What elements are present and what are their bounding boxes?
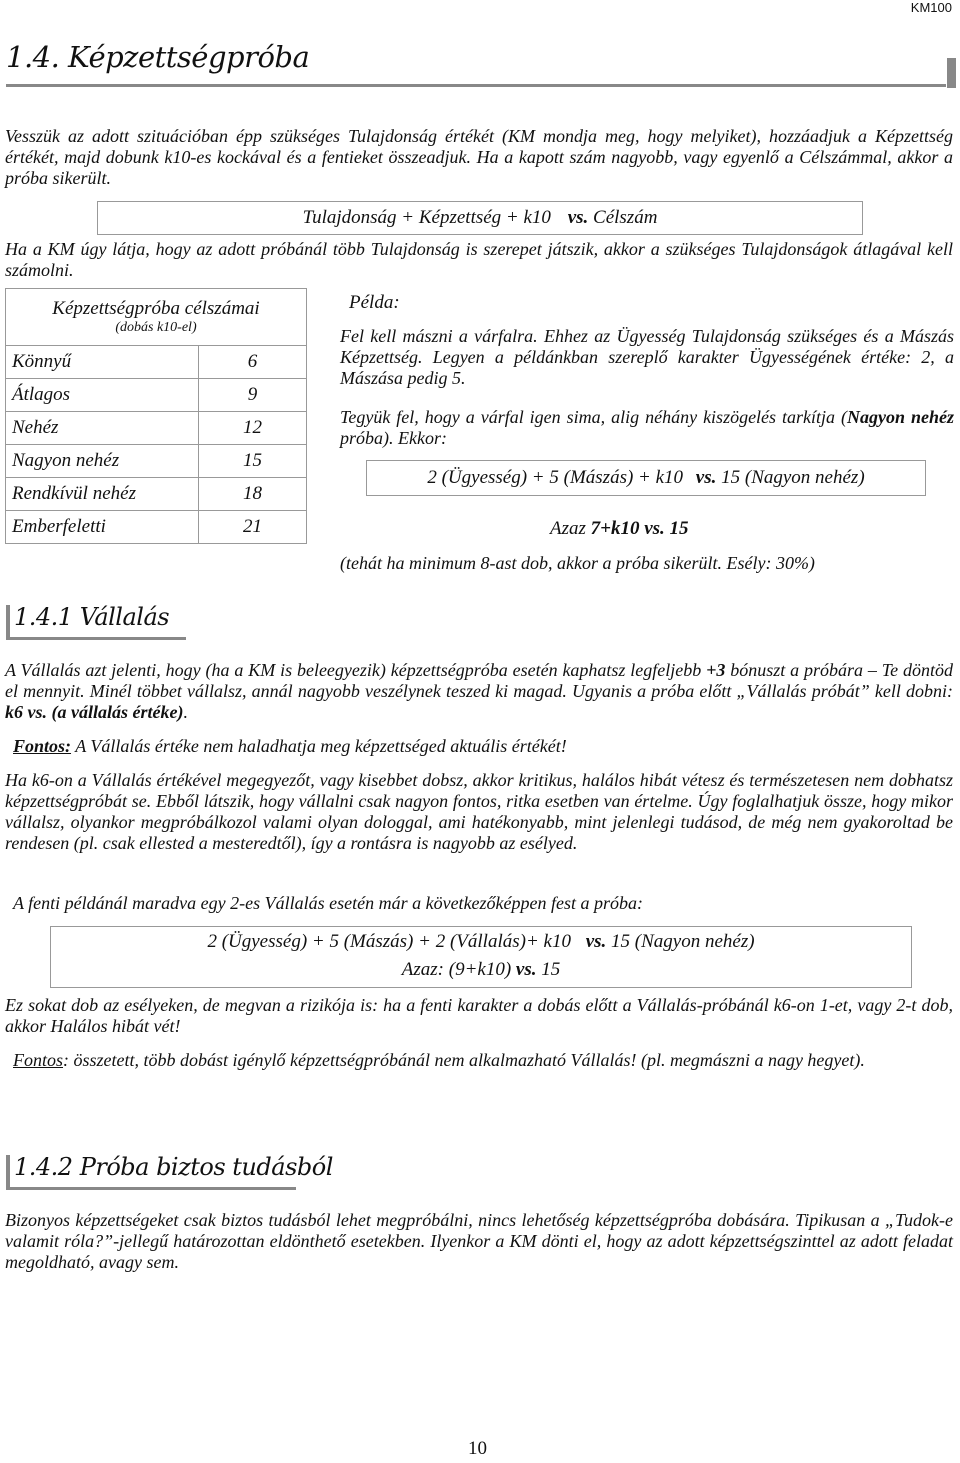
- formula-vs: vs.: [567, 207, 589, 228]
- difficulty-table-header: [6, 289, 307, 346]
- difficulty-value: 18: [199, 478, 307, 511]
- difficulty-value: 6: [199, 346, 307, 379]
- vallalas-box-vs: vs.: [585, 931, 607, 952]
- fontos-text: : összetett, több dobást igénylő képzettségpróbánál nem alkalmazható Vállalás! (pl. megmászni a nagy hegyet).: [63, 1050, 865, 1070]
- heading-rule: [6, 84, 946, 87]
- fontos-note-1: [13, 736, 953, 757]
- table-row: [6, 379, 307, 412]
- subsection-title: 1.4.2 Próba biztos tudásból: [14, 1153, 333, 1181]
- example-p2-text-a: Tegyük fel, hogy a várfal igen sima, alig néhány kiszögelés tarkítja (: [340, 407, 847, 427]
- vallalas-p1-text-a: A Vállalás azt jelenti, hogy (ha a KM is beleegyezik) képzettségpróba esetén kaphatsz legfeljebb: [5, 660, 707, 680]
- vallalas-p1-roll: k6 vs. (a vállalás értéke): [5, 702, 184, 722]
- multi-attribute-note: Ha a KM úgy látja, hogy az adott próbánál több Tulajdonság is szerepet játszik, akkor a szükséges Tulajdonságok átlagával kell számolni.: [5, 239, 953, 280]
- example-box-vs: vs.: [695, 467, 717, 488]
- difficulty-label: Átlagos: [6, 379, 199, 412]
- vallalas-box-right: 15 (Nagyon nehéz): [611, 931, 755, 952]
- difficulty-label: Könnyű: [6, 346, 199, 379]
- heading-rule: [6, 1187, 296, 1190]
- difficulty-table: [5, 288, 307, 544]
- table-row: [6, 346, 307, 379]
- vallalas-paragraph-5: Ez sokat dob az esélyeken, de megvan a rizikója is: ha a fenti karakter a dobás előtt a Vállalás-próbánál k6-on 1-et, vagy 2-t dob, akkor Halálos hibát vét!: [5, 995, 953, 1036]
- example-formula-box: [366, 460, 926, 496]
- biztos-paragraph: Bizonyos képzettségeket csak biztos tudásból lehet megpróbálni, nincs lehetőség képzettségpróba dobására. Tipikusan a „Tudok-e valamit róla?”-jellegű határozottan eldönthető esetekben. Ilyenkor a KM dönti el, hogy az adott képzettségszinttel az adott feladat megoldható, avagy sem.: [5, 1210, 953, 1272]
- vallalas-box-result-target: 15: [536, 959, 561, 980]
- table-row: [6, 478, 307, 511]
- difficulty-label: Rendkívül nehéz: [6, 478, 199, 511]
- difficulty-label: Nehéz: [6, 412, 199, 445]
- example-box-left: 2 (Ügyesség) + 5 (Mászás) + k10: [427, 467, 684, 488]
- example-result-label: Azaz: [550, 518, 591, 539]
- intro-paragraph: Vesszük az adott szituációban épp szükséges Tulajdonság értékét (KM mondja meg, hogy melyiket), hozzáadjuk a Képzettség értékét, majd dobunk k10-es kockával és a fentieket összeadjuk. Ha a kapott szám nagyobb, vagy egyenlő a Célszámmal, akkor a próba sikerült.: [5, 126, 953, 188]
- vallalas-formula-line-1: [51, 927, 911, 957]
- vallalas-box-result: Azaz: (9+k10): [401, 959, 516, 980]
- vallalas-p1-bonus: +3: [706, 660, 726, 680]
- vallalas-formula-box: [50, 926, 912, 988]
- subsection-title: 1.4.1 Vállalás: [14, 603, 170, 631]
- vallalas-paragraph-1: [5, 660, 953, 723]
- vallalas-box-left: 2 (Ügyesség) + 5 (Mászás) + 2 (Vállalás)+ k10: [207, 931, 571, 952]
- fontos-note-2: [5, 1050, 953, 1071]
- vallalas-paragraph-3: Ha k6-on a Vállalás értékével megegyezőt, vagy kisebbet dobsz, akkor kritikus, halálos hibát vétesz és természetesen nem dobhatsz képzettségpróbát se. Ebből látszik, hogy vállalni csak nagyon fontos, ritka esetben van értelme. Úgy foglalhatjuk össze, hogy mikor vállalsz, olyankor megpróbálkozol valami olyan dologgal, ami hatékonyabb, mint jelenlegi tudásod, de még nem gyakoroltad be rendesen (pl. csak ellested a mesteredtől), így a rontásra is nagyobb az esélyed.: [5, 770, 953, 853]
- difficulty-value: 21: [199, 511, 307, 544]
- fontos-label: Fontos:: [13, 736, 72, 756]
- formula-box: [97, 201, 863, 235]
- example-note: (tehát ha minimum 8-ast dob, akkor a próba sikerült. Esély: 30%): [340, 553, 815, 573]
- example-p2-text-b: próba). Ekkor:: [340, 428, 447, 448]
- section-title: 1.4. Képzettségpróba: [6, 40, 310, 74]
- difficulty-table-subtitle: (dobás k10-el): [115, 320, 197, 335]
- difficulty-label: Nagyon nehéz: [6, 445, 199, 478]
- document-code: KM100: [910, 0, 952, 15]
- vallalas-paragraph-4: A fenti példánál maradva egy 2-es Vállalás esetén már a következőképpen fest a próba:: [13, 893, 644, 913]
- heading-bar: [6, 605, 10, 637]
- example-heading: Példa:: [349, 292, 400, 313]
- vallalas-p1-text-e: .: [183, 702, 188, 722]
- example-paragraph-2: [340, 407, 954, 449]
- difficulty-value: 12: [199, 412, 307, 445]
- example-box-right: 15 (Nagyon nehéz): [721, 467, 865, 488]
- fontos-text: A Vállalás értéke nem haladhatja meg képzettséged aktuális értékét!: [71, 736, 567, 756]
- difficulty-value: 9: [199, 379, 307, 412]
- difficulty-table-title: Képzettségpróba célszámai: [52, 298, 260, 319]
- vallalas-p1-text-c: bónuszt a próbára – Te döntöd el mennyit. Minél többet vállalsz, annál nagyobb veszélynek teszed ki magad. Ugyanis a próba előtt „Vállalás próbát” kell dobni:: [5, 660, 953, 701]
- heading-rule-cap: [947, 58, 956, 88]
- difficulty-value: 15: [199, 445, 307, 478]
- table-row: [6, 445, 307, 478]
- example-p2-bold: Nagyon nehéz: [847, 407, 954, 427]
- page-number: 10: [468, 1438, 487, 1459]
- example-paragraph-1: Fel kell mászni a várfalra. Ehhez az Ügyesség Tulajdonság szükséges és a Mászás Képzettség. Legyen a példánkban szereplő karakter Ügyességének értéke: 2, a Mászása pedig 5.: [340, 326, 954, 388]
- table-row: [6, 412, 307, 445]
- example-result: [550, 518, 689, 540]
- vallalas-formula-line-2: [51, 957, 911, 983]
- example-result-value: 7+k10 vs. 15: [590, 518, 689, 539]
- section-heading: [6, 40, 958, 92]
- heading-bar: [6, 1155, 10, 1187]
- subsection-heading-vallalas: [6, 603, 276, 643]
- difficulty-label: Emberfeletti: [6, 511, 199, 544]
- formula-right: Célszám: [593, 207, 658, 228]
- vallalas-box-result-vs: vs.: [515, 959, 537, 980]
- fontos-label: Fontos: [13, 1050, 64, 1070]
- formula-left: Tulajdonság + Képzettség + k10: [302, 207, 551, 228]
- table-row: [6, 511, 307, 544]
- subsection-heading-biztos: [6, 1153, 426, 1193]
- heading-rule: [6, 637, 186, 640]
